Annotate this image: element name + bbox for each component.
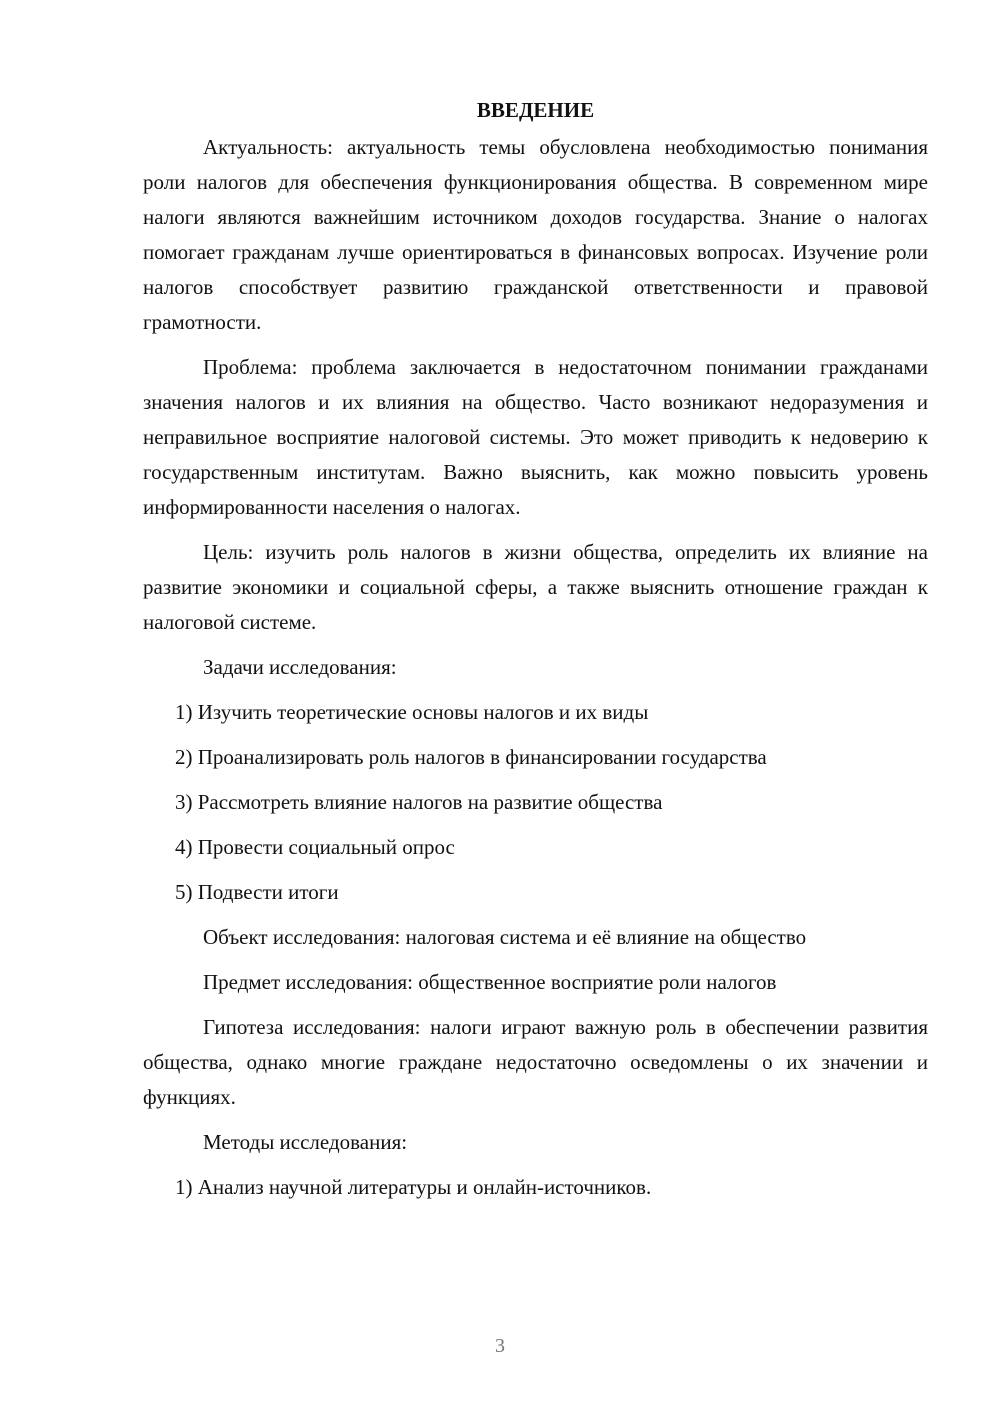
relevance-paragraph: Актуальность: актуальность темы обусловлена необходимостью понимания роли налогов для обеспечения функционирования общества. В современном мире налоги являются важнейшим источником доходов государства. Знание о налогах помогает гражданам лучше ориентироваться в финансовых вопросах. Изучение роли налогов способствует развитию гражданской ответственности и правовой грамотности. <box>143 135 928 334</box>
list-item: 1) Изучить теоретические основы налогов и их виды <box>175 700 649 724</box>
page-number: 3 <box>495 1335 505 1357</box>
tasks-title: Задачи исследования: <box>203 655 397 679</box>
research-object: Объект исследования: налоговая система и её влияние на общество <box>203 925 807 949</box>
hypothesis-paragraph: Гипотеза исследования: налоги играют важную роль в обеспечении развития общества, однако многие граждане недостаточно осведомлены о их значении и функциях. <box>143 1015 928 1109</box>
tasks-list <box>143 695 928 910</box>
problem-paragraph: Проблема: проблема заключается в недостаточном понимании гражданами значения налогов и их влияния на общество. Часто возникают недоразумения и неправильное восприятие налоговой системы. Это может приводить к недоверию к государственным институтам. Важно выяснить, как можно повысить уровень информированности населения о налогах. <box>143 355 928 519</box>
list-item: 4) Провести социальный опрос <box>175 835 455 859</box>
list-item: 3) Рассмотреть влияние налогов на развитие общества <box>175 790 663 814</box>
list-item: 1) Анализ научной литературы и онлайн-источников. <box>175 1175 652 1199</box>
methods-list <box>143 1170 928 1205</box>
goal-paragraph: Цель: изучить роль налогов в жизни общества, определить их влияние на развитие экономики и социальной сферы, а также выяснить отношение граждан к налоговой системе. <box>143 540 928 634</box>
page-content <box>143 92 928 1215</box>
methods-title: Методы исследования: <box>203 1130 408 1154</box>
list-item: 5) Подвести итоги <box>175 880 339 904</box>
research-subject: Предмет исследования: общественное восприятие роли налогов <box>203 970 777 994</box>
list-item: 2) Проанализировать роль налогов в финансировании государства <box>175 745 767 769</box>
section-heading: ВВЕДЕНИЕ <box>476 98 595 122</box>
